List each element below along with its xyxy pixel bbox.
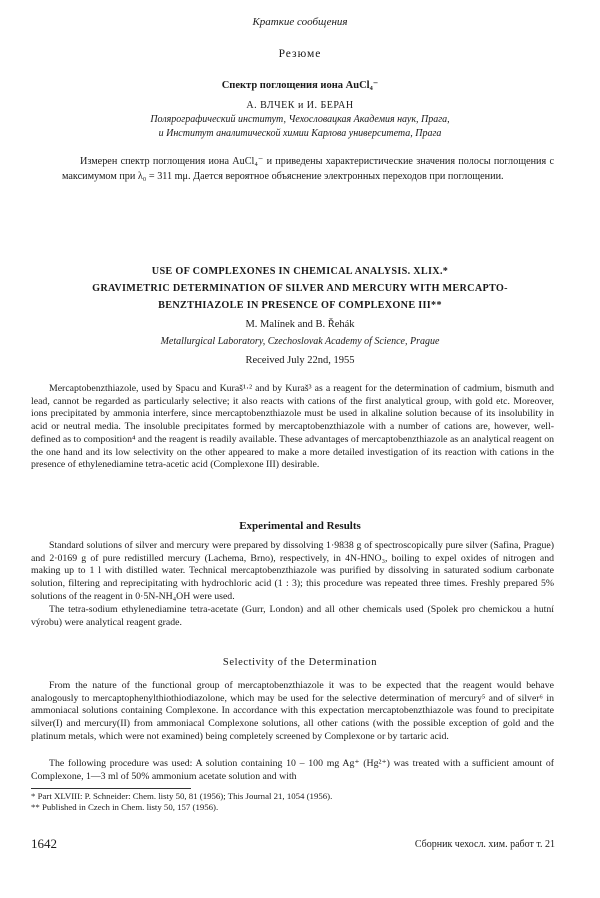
selectivity-paragraph: From the nature of the functional group of mercaptobenzthiazole it was to be expected that the reagent would behave analogously to mercaptophenylthiothiodiazolone, which may be used for the selective determination of mercury⁵ and of silver⁶ in ammoniacal solutions containing Complexone. In accordance with this expectation mercaptobenzthiazole was found to precipitate silver(I) and mercury(II) from ammoniacal Complexone solutions, all other cations (with the possible exception of gold and the platinum metals, which were not examined) being completely screened by Complexone or by tartaric acid. <box>31 680 554 742</box>
footnote-1: * Part XLVIII: P. Schneider: Chem. listy 50, 81 (1956); This Journal 21, 1054 (1956). <box>31 791 333 801</box>
rezume-body: Измерен спектр поглощения иона AuCl₄⁻ и приведены характеристические значения полосы поглощения с максимумом при λ₀ = 311 mμ. Дается вероятное объяснение электронных переходов при поглощении. <box>62 156 554 182</box>
rezume-affiliation <box>60 113 540 141</box>
journal-footer: Сборник чехосл. хим. работ т. 21 <box>414 839 555 850</box>
article-title-line1: USE OF COMPLEXONES IN CHEMICAL ANALYSIS. XLIX.* <box>151 266 449 277</box>
article-title-line2: GRAVIMETRIC DETERMINATION OF SILVER AND MERCURY WITH MERCAPTO- <box>92 283 508 294</box>
intro-paragraph: Mercaptobenzthiazole, used by Spacu and Kuraš¹·² and by Kuraš³ as a reagent for the determination of cadmium, bismuth and lead, cannot be regarded as particularly selective; it also reacts with cations of the first analytical group, with gold etc. Moreover, ions precipitated by ammonia interfere, since mercaptobenzthiazole must be used in alkaline solution because of its insolubility in acid or neutral media. The insoluble precipitates formed by mercaptobenzthiazole with a number of cations are, however, well-defined as to composition⁴ and the reagent is readily available. These advantages of mercaptobenzthiazole as an analytical reagent on the one hand and its low selectivity on the other appeared to make a more detailed investigation of its reaction with cations in the presence of ethylenediamine tetra-acetic acid (Complexone III) desirable. <box>31 383 554 471</box>
article-authors: M. Malínek and B. Řehák <box>245 319 355 330</box>
running-head: Краткие сообщения <box>252 16 348 28</box>
section-heading-experimental: Experimental and Results <box>239 520 361 532</box>
rezume-authors: А. ВЛЧЕК и И. БЕРАН <box>246 100 354 111</box>
article-title <box>38 263 562 314</box>
section-heading-selectivity: Selectivity of the Determination <box>222 657 378 668</box>
experimental-paragraph: Standard solutions of silver and mercury were prepared by dissolving 1·9838 g of spectroscopically pure silver (Safina, Prague) and 2·0169 g of pure redistilled mercury (Lachema, Brno), respectively, in 4N-HNO₃, boiling to expel oxides of nitrogen and making up to 1 l with distilled water. Technical mercaptobenzthiazole was purified by dissolving in saturated sodium carbonate solution, filtering and reprecipitating with hydrochloric acid (1 : 3); this procedure was repeated three times. Freshly prepared 5% solutions of the reagent in 0·5N-NH₄OH were used. <box>31 540 554 602</box>
rezume-heading: Резюме <box>278 48 322 60</box>
article-affiliation: Metallurgical Laboratory, Czechoslovak Academy of Science, Prague <box>160 336 440 347</box>
footnote-2: ** Published in Czech in Chem. listy 50, 157 (1956). <box>31 802 219 812</box>
footnote-divider <box>31 788 191 789</box>
rezume-affiliation-line2: и Институт аналитической химии Карлова университета, Прага <box>158 128 442 139</box>
procedure-paragraph: The following procedure was used: A solution containing 10 – 100 mg Ag⁺ (Hg²⁺) was treated with a sufficient amount of Complexone, 1—3 ml of 50% ammonium acetate solution and with <box>31 758 554 782</box>
rezume-subtitle: Спектр поглощения иона AuCl₄⁻ <box>221 80 379 91</box>
page-number: 1642 <box>31 836 57 851</box>
reagents-paragraph: The tetra-sodium ethylenediamine tetra-acetate (Gurr, London) and all other chemicals used (Spolek pro chemickou a hutní výrobu) were analytical reagent grade. <box>31 604 554 628</box>
rezume-affiliation-line1: Полярографический институт, Чехословацкая Академия наук, Прага, <box>150 114 450 125</box>
received-date: Received July 22nd, 1955 <box>245 355 355 366</box>
article-title-line3: BENZTHIAZOLE IN PRESENCE OF COMPLEXONE III** <box>158 300 442 311</box>
